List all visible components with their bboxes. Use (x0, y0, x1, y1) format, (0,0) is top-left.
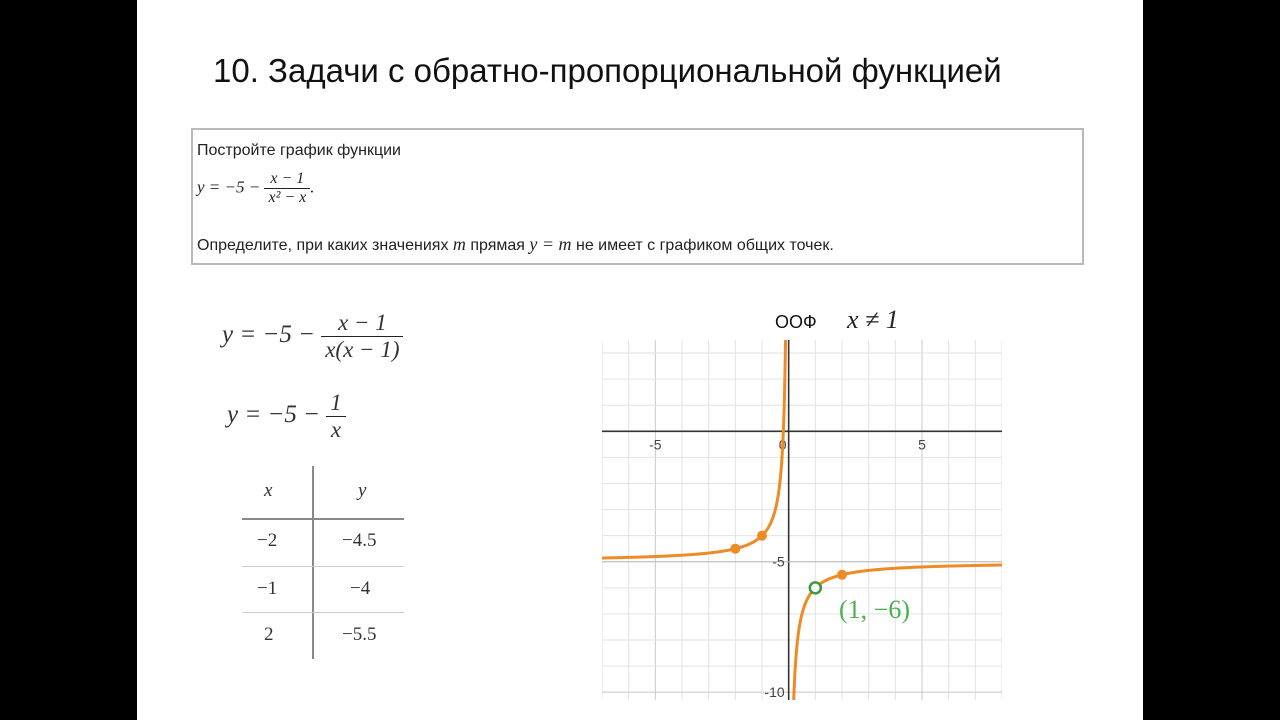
solution-eq-2 (227, 390, 346, 443)
table-row-line (242, 566, 404, 567)
solution-eq-2-num: 1 (326, 390, 346, 417)
task-formula-lhs: y = −5 − (197, 177, 261, 197)
task-formula-fraction (264, 170, 310, 207)
function-graph (602, 340, 1002, 700)
solution-eq-1 (222, 310, 403, 363)
task-line-3-var: m (452, 234, 466, 254)
task-line-3-c: не имеет с графиком общих точек. (571, 237, 834, 254)
data-point (757, 531, 767, 541)
task-formula-end: . (310, 177, 315, 197)
x-tick-label: 0 (778, 436, 787, 453)
table-divider-vertical (312, 466, 314, 659)
data-point (837, 570, 847, 580)
x-tick-label: 5 (918, 436, 926, 453)
solution-eq-2-fraction (326, 390, 346, 443)
task-line-3-eq: y = m (529, 234, 572, 254)
curve-branch-right (793, 565, 1002, 700)
task-formula-num: x − 1 (264, 170, 310, 189)
table-header-y: y (358, 480, 367, 501)
task-line-3 (197, 234, 834, 255)
y-tick-label: -5 (772, 553, 785, 570)
hollow-point (810, 582, 821, 593)
domain-label: ООФ (775, 312, 817, 332)
table-cell: −1 (257, 578, 278, 599)
task-formula-den: x² − x (268, 189, 307, 206)
curve-branch-left (602, 340, 786, 558)
solution-eq-2-lhs: y = −5 − (227, 401, 320, 429)
y-tick-label: -10 (764, 684, 785, 700)
task-line-3-a: Определите, при каких значениях (197, 237, 453, 254)
slide (137, 0, 1143, 720)
table-cell: −4.5 (342, 530, 377, 551)
table-header-line (242, 518, 404, 520)
table-row-line (242, 612, 404, 613)
solution-eq-1-den: x(x − 1) (325, 337, 400, 362)
slide-title: 10. Задачи с обратно-пропорциональной функцией (213, 52, 1002, 89)
task-formula (197, 170, 315, 207)
task-box (191, 128, 1084, 265)
x-tick-label: -5 (649, 436, 662, 453)
solution-eq-1-lhs: y = −5 − (222, 321, 315, 349)
domain-condition: x ≠ 1 (847, 305, 899, 334)
table-cell: −5.5 (342, 624, 377, 645)
data-point (730, 544, 740, 554)
solution-eq-1-fraction (321, 310, 403, 363)
table-cell: −4 (350, 578, 371, 599)
solution-eq-1-num: x − 1 (321, 310, 403, 337)
hollow-point-label: (1, −6) (839, 595, 910, 624)
solution-eq-2-den: x (330, 417, 342, 442)
table-cell: 2 (264, 624, 274, 645)
task-line-3-b: прямая (465, 237, 530, 254)
task-line-1: Постройте график функции (197, 142, 401, 159)
table-cell: −2 (257, 530, 278, 551)
table-header-x: x (264, 480, 273, 501)
